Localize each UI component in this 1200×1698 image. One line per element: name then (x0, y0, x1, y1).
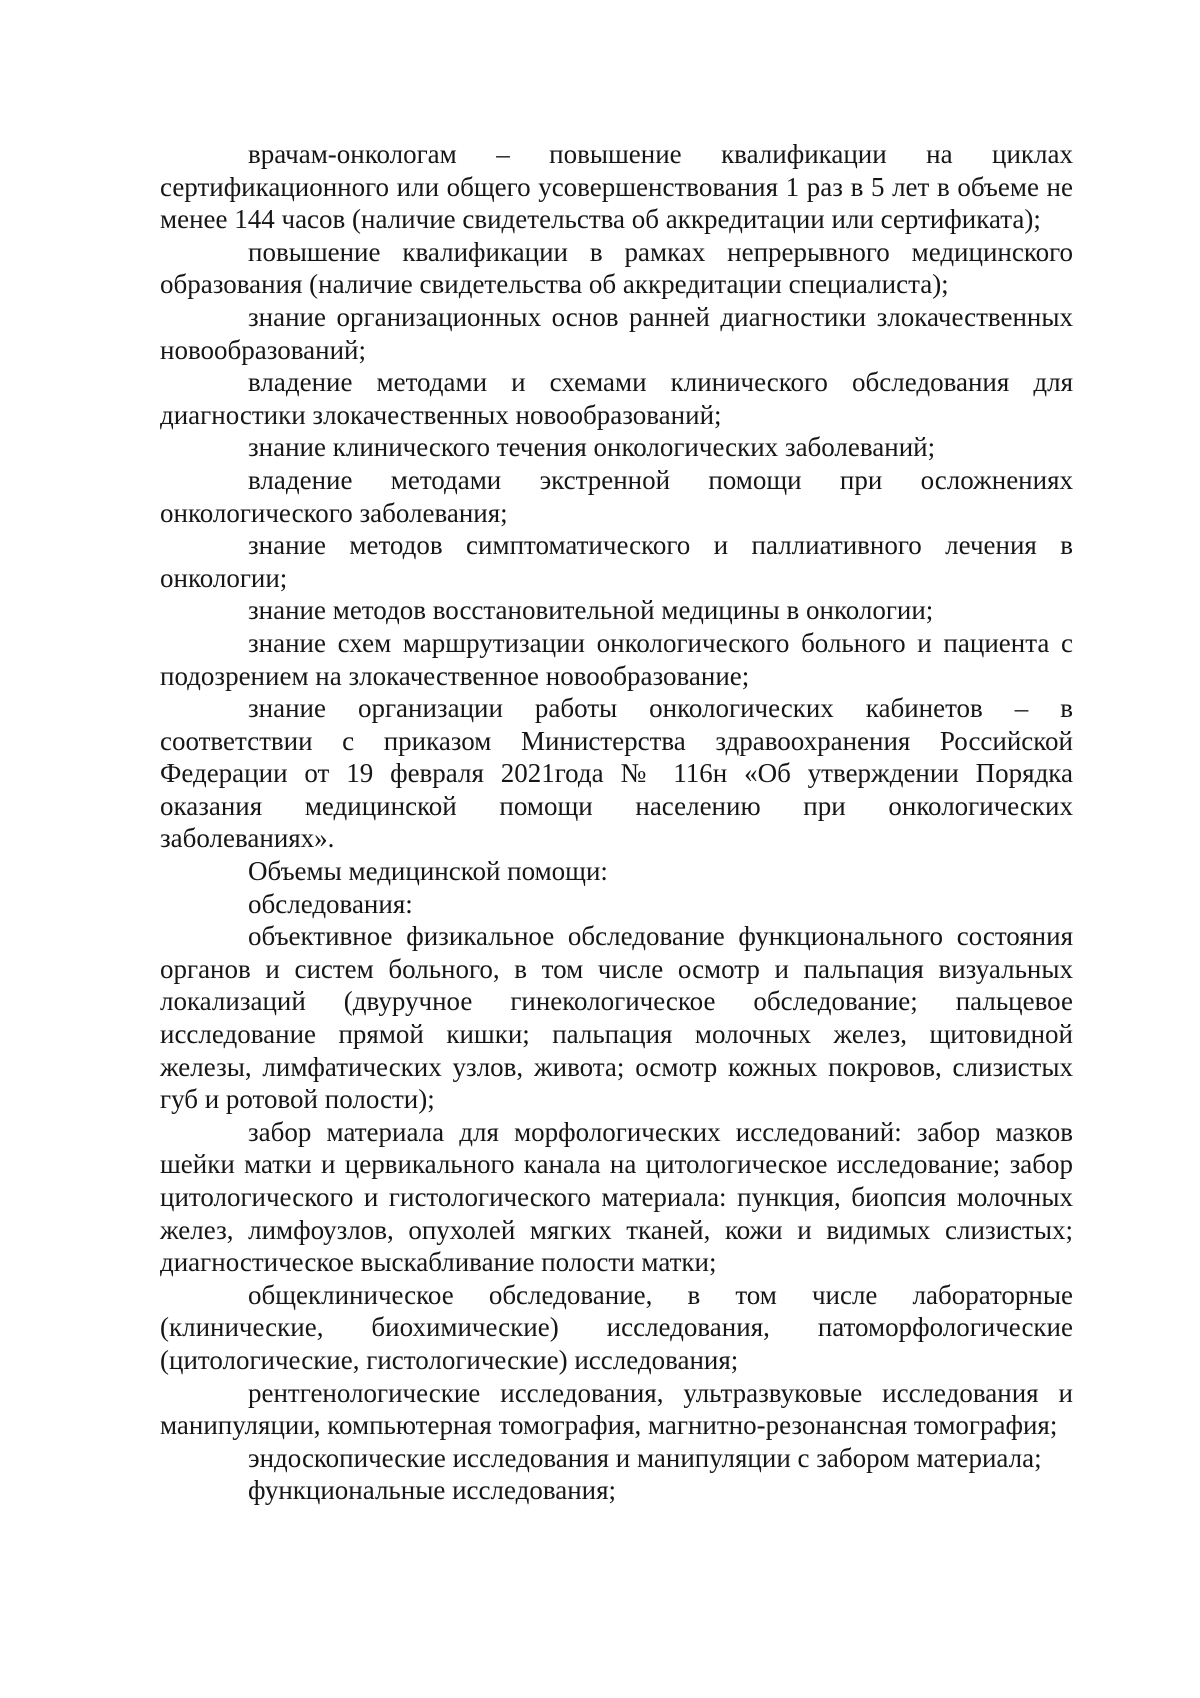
paragraph: владение методами экстренной помощи при осложнениях онкологического заболевания; (160, 464, 1073, 528)
section-heading: Объемы медицинской помощи: (248, 856, 608, 887)
paragraph: общеклиническое обследование, в том числе лабораторные (клинические, биохимические) исследования, патоморфологические (цитологические, гистологические) исследования; (160, 1279, 1073, 1375)
paragraph: рентгенологические исследования, ультразвуковые исследования и манипуляции, компьютерная томография, магнитно-резонансная томография; (160, 1377, 1073, 1441)
paragraph: знание схем маршрутизации онкологического больного и пациента с подозрением на злокачественное новообразование; (160, 627, 1073, 691)
paragraph: объективное физикальное обследование функционального состояния органов и систем больного, в том числе осмотр и пальпация визуальных локализаций (двуручное гинекологическое обследование; пальцевое исследование прямой кишки; пальпация молочных желез, щитовидной железы, лимфатических узлов, живота; осмотр кожных покровов, слизистых губ и ротовой полости); (160, 921, 1073, 1115)
paragraph: знание клинического течения онкологических заболеваний; (248, 432, 936, 463)
paragraph: знание организации работы онкологических кабинетов – в соответствии с приказом Министерства здравоохранения Российской Федерации от 19 февраля 2021года № 116н «Об утверждении Порядка оказания медицинской помощи населению при онкологических заболеваниях». (160, 693, 1073, 854)
paragraph: функциональные исследования; (248, 1475, 617, 1506)
paragraph: знание методов симптоматического и паллиативного лечения в онкологии; (160, 530, 1073, 593)
subsection-heading: обследования: (248, 888, 413, 919)
paragraph: владение методами и схемами клинического обследования для диагностики злокачественных новообразований; (160, 367, 1073, 430)
paragraph: врачам-онкологам – повышение квалификации на циклах сертификационного или общего усовершенствования 1 раз в 5 лет в объеме не менее 144 часов (наличие свидетельства об аккредитации или сертификата); (160, 139, 1073, 235)
paragraph: забор материала для морфологических исследований: забор мазков шейки матки и цервикального канала на цитологическое исследование; забор цитологического и гистологического материала: пункция, биопсия молочных желез, лимфоузлов, опухолей мягких тканей, кожи и видимых слизистых; диагностическое выскабливание полости матки; (160, 1116, 1073, 1278)
paragraph: повышение квалификации в рамках непрерывного медицинского образования (наличие свидетельства об аккредитации специалиста); (160, 236, 1073, 300)
paragraph: знание организационных основ ранней диагностики злокачественных новообразований; (160, 301, 1073, 365)
paragraph: знание методов восстановительной медицины в онкологии; (248, 595, 934, 626)
paragraph: эндоскопические исследования и манипуляции с забором материала; (248, 1442, 1042, 1473)
document-page (160, 138, 1073, 1507)
